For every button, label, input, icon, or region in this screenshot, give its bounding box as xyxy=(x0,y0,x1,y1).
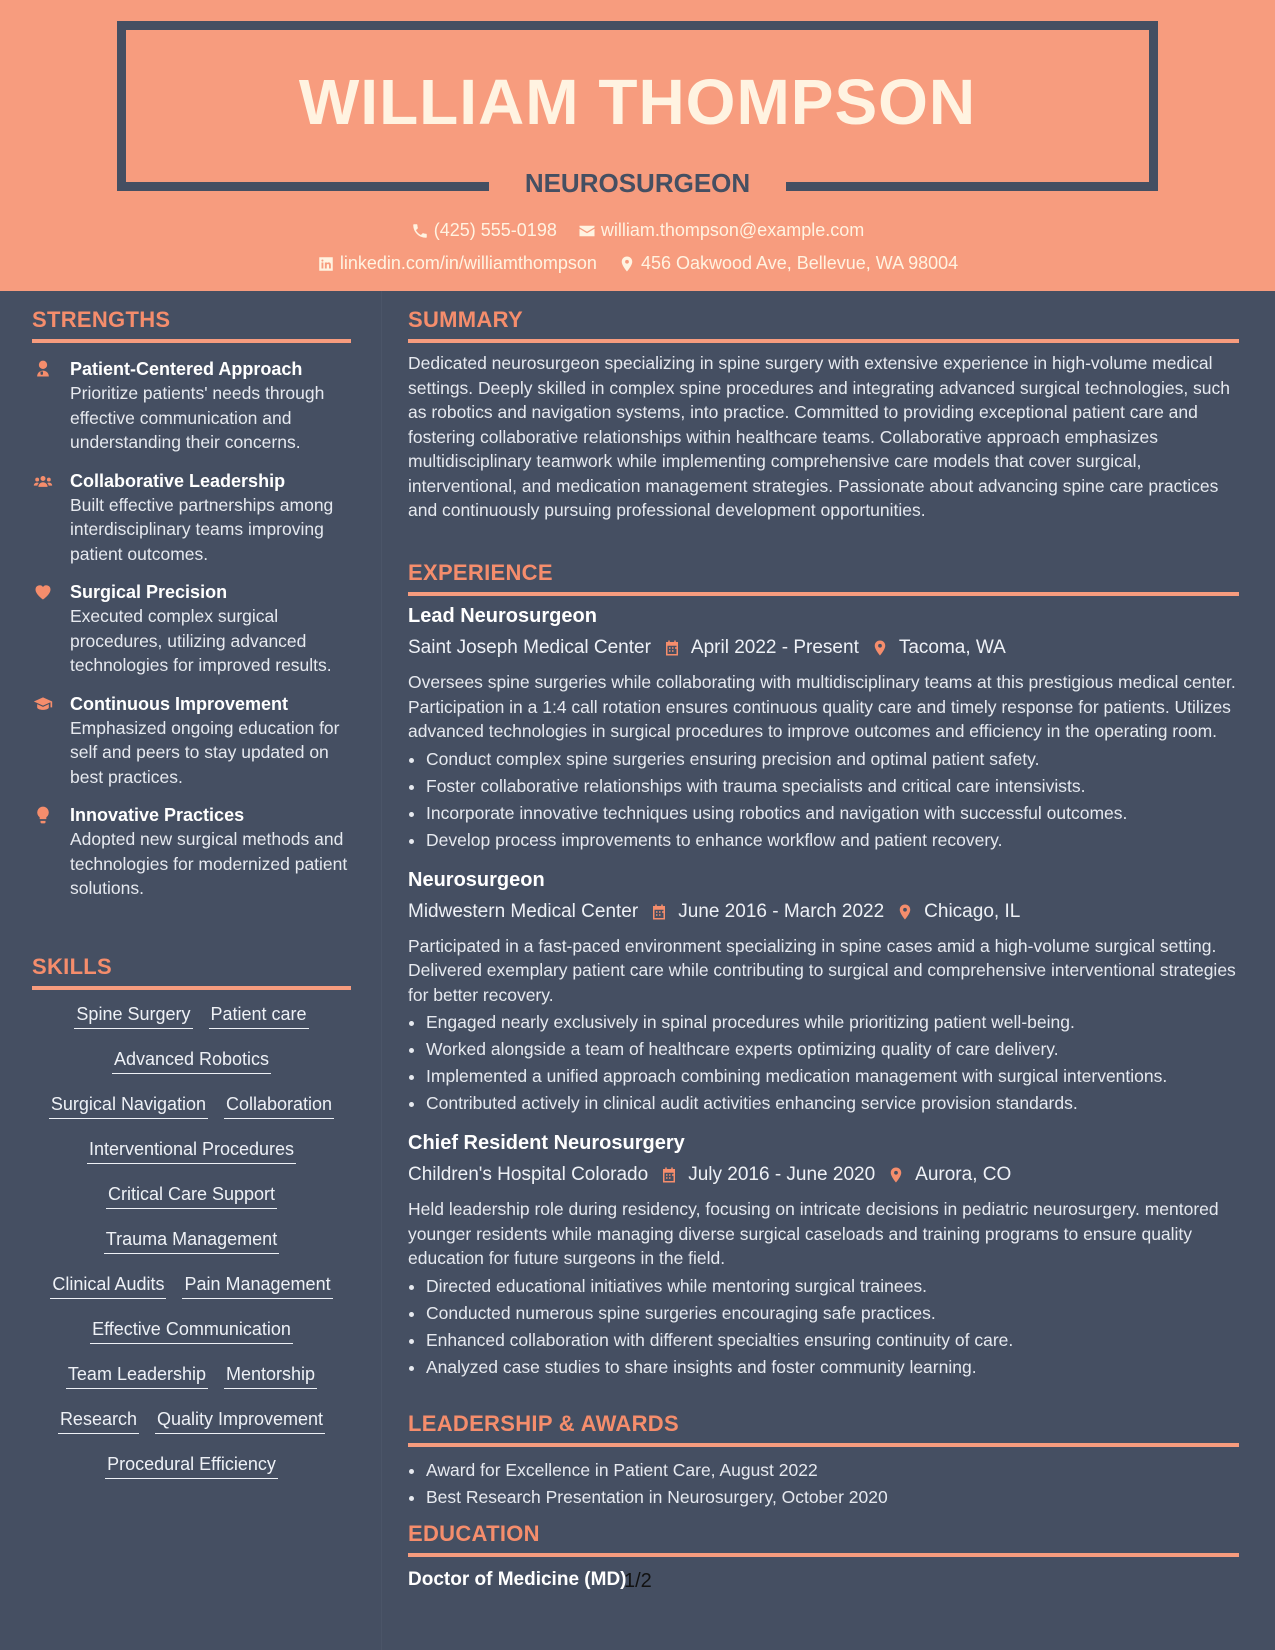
skill-row xyxy=(32,1315,351,1360)
strength-title: Surgical Precision xyxy=(70,582,228,602)
strength-desc: Prioritize patients' needs through effective communication and understanding their concerns. xyxy=(70,383,325,452)
section-rule xyxy=(32,339,351,343)
lightbulb-icon xyxy=(32,805,54,825)
section-rule xyxy=(408,1553,1239,1557)
skill-row xyxy=(32,1090,351,1135)
skill-list xyxy=(32,1000,351,1495)
job-bullets xyxy=(408,746,1239,854)
contact-row-1 xyxy=(0,220,1275,245)
skill-tag: Team Leadership xyxy=(66,1360,208,1389)
strength-desc: Built effective partnerships among interdisciplinary teams improving patient outcomes. xyxy=(70,494,334,564)
job-bullet: • Foster collaborative relationships with trauma specialists and critical care intensivists. xyxy=(426,773,1239,800)
strength-item xyxy=(32,357,351,455)
user-doctor-icon xyxy=(32,359,54,379)
contact-row-2 xyxy=(0,253,1275,278)
email-contact[interactable] xyxy=(578,220,864,241)
strength-title: Innovative Practices xyxy=(70,805,245,825)
candidate-role: NEUROSURGEON xyxy=(524,168,751,198)
summary-title: SUMMARY xyxy=(408,307,523,332)
job-bullet: • Worked alongside a team of healthcare experts optimizing quality of care delivery. xyxy=(426,1036,1239,1063)
skills-title: SKILLS xyxy=(32,954,113,979)
awards-title: LEADERSHIP & AWARDS xyxy=(408,1411,679,1436)
job-meta xyxy=(408,1161,1239,1189)
map-pin-icon xyxy=(618,255,636,273)
envelope-icon xyxy=(578,222,596,240)
job-org: Midwestern Medical Center xyxy=(408,900,639,922)
linkedin-contact[interactable] xyxy=(317,253,597,274)
job-location: Aurora, CO xyxy=(915,1164,1012,1185)
skill-row xyxy=(32,1045,351,1090)
job-bullet: • Analyzed case studies to share insights and foster community learning. xyxy=(426,1354,1239,1381)
linkedin-text: linkedin.com/in/williamthompson xyxy=(339,253,597,273)
strength-desc: Adopted new surgical methods and technologies for modernized patient solutions. xyxy=(70,829,348,898)
strength-item xyxy=(32,580,351,678)
section-rule xyxy=(408,592,1239,596)
phone-text: (425) 555-0198 xyxy=(433,220,557,240)
phone-contact[interactable] xyxy=(411,220,557,241)
skill-tag: Effective Communication xyxy=(90,1315,293,1344)
address-contact xyxy=(618,253,958,274)
job-bullets xyxy=(408,1273,1239,1381)
strength-item xyxy=(32,692,351,790)
job-bullet: • Directed educational initiatives while mentoring surgical trainees. xyxy=(426,1273,1239,1300)
skill-tag: Mentorship xyxy=(224,1360,317,1389)
job-bullets xyxy=(408,1009,1239,1117)
job-bullet: • Develop process improvements to enhance workflow and patient recovery. xyxy=(426,827,1239,854)
experience-title: EXPERIENCE xyxy=(408,560,553,585)
strengths-title: STRENGTHS xyxy=(32,307,171,332)
job-description: Participated in a fast-paced environment specializing in spine cases amid a high-volume surgical setting. Delivered exemplary patient care while contributing to surgical and comprehensive interventional strategies for better recovery. xyxy=(408,935,1236,1005)
strength-title: Patient-Centered Approach xyxy=(70,359,303,379)
job-title: Chief Resident Neurosurgery xyxy=(408,1132,685,1154)
job-location: Tacoma, WA xyxy=(898,637,1006,658)
skill-row xyxy=(32,1000,351,1045)
map-pin-icon xyxy=(896,902,914,922)
section-rule xyxy=(32,986,351,990)
job-entry xyxy=(408,604,1239,854)
skill-tag: Procedural Efficiency xyxy=(105,1450,278,1479)
job-meta xyxy=(408,634,1239,662)
job-dates: April 2022 - Present xyxy=(690,637,859,658)
skill-row xyxy=(32,1405,351,1450)
job-bullet: • Conducted numerous spine surgeries encouraging safe practices. xyxy=(426,1300,1239,1327)
skill-tag: Patient care xyxy=(209,1000,309,1029)
calendar-icon xyxy=(650,902,668,922)
strength-title: Continuous Improvement xyxy=(70,693,289,714)
skill-row xyxy=(32,1360,351,1405)
skill-tag: Trauma Management xyxy=(104,1225,279,1254)
skill-tag: Clinical Audits xyxy=(50,1270,166,1299)
section-rule xyxy=(408,339,1239,343)
summary-text: Dedicated neurosurgeon specializing in spine surgery with extensive experience in high-volume medical settings. Deeply skilled in complex spine procedures and integrating advanced surgical technologies, such as robotics and navigation systems, into practice. Committed to providing exceptional patient care and fostering collaborative relationships within healthcare teams. Collaborative approach emphasizes multidisciplinary teamwork while implementing comprehensive care models that cover surgical, interventional, and medication management strategies. Passionate about advancing spine care practices and continuously pursuing professional development opportunities. xyxy=(408,353,1231,520)
job-org: Children's Hospital Colorado xyxy=(408,1164,649,1185)
skill-tag: Collaboration xyxy=(224,1090,334,1119)
calendar-icon xyxy=(660,1165,678,1185)
job-bullet: • Implemented a unified approach combining medication management with surgical interventions. xyxy=(426,1063,1239,1090)
job-bullet: • Enhanced collaboration with different specialties ensuring continuity of care. xyxy=(426,1327,1239,1354)
graduation-cap-icon xyxy=(32,694,54,714)
awards-list xyxy=(408,1457,1239,1511)
header xyxy=(0,0,1275,291)
job-entry xyxy=(408,1131,1239,1381)
strength-desc: Emphasized ongoing education for self and peers to stay updated on best practices. xyxy=(70,717,340,787)
strength-desc: Executed complex surgical procedures, utilizing advanced technologies for improved results. xyxy=(70,606,332,675)
job-title: Neurosurgeon xyxy=(408,868,545,891)
job-location: Chicago, IL xyxy=(924,900,1021,922)
skill-row xyxy=(32,1180,351,1225)
degree-title: Doctor of Medicine (MD) xyxy=(408,1569,627,1590)
email-text: william.thompson@example.com xyxy=(600,220,865,240)
education-title: EDUCATION xyxy=(408,1521,540,1546)
job-entry xyxy=(408,868,1239,1118)
linkedin-icon xyxy=(317,255,335,273)
left-column xyxy=(0,291,382,1650)
award-item: • Best Research Presentation in Neurosurgery, October 2020 xyxy=(426,1484,1239,1511)
strength-item xyxy=(32,803,351,901)
summary-section xyxy=(408,307,1239,523)
address-text: 456 Oakwood Ave, Bellevue, WA 98004 xyxy=(640,253,959,273)
page-indicator: 1/2 xyxy=(624,1570,652,1592)
skill-tag: Quality Improvement xyxy=(155,1405,325,1434)
skill-row xyxy=(32,1270,351,1315)
skill-tag: Research xyxy=(58,1405,139,1434)
strength-item xyxy=(32,469,351,567)
users-icon xyxy=(32,471,54,491)
skill-tag: Interventional Procedures xyxy=(87,1135,296,1164)
job-description: Oversees spine surgeries while collaborating with multidisciplinary teams at this prestigious medical center. Participation in a 1:4 call rotation ensures continuous quality care and timely response for patients. Utilizes advanced technologies in surgical procedures to improve outcomes and efficiency in the operating room. xyxy=(408,672,1236,741)
skill-tag: Surgical Navigation xyxy=(49,1090,208,1119)
job-dates: July 2016 - June 2020 xyxy=(688,1164,876,1185)
name-frame xyxy=(117,21,1158,191)
skill-tag: Pain Management xyxy=(182,1270,332,1299)
experience-section xyxy=(408,560,1239,1381)
job-bullet: • Engaged nearly exclusively in spinal procedures while prioritizing patient well-being. xyxy=(426,1009,1239,1036)
job-bullet: • Conduct complex spine surgeries ensuring precision and optimal patient safety. xyxy=(426,746,1239,773)
job-org: Saint Joseph Medical Center xyxy=(408,637,651,658)
skill-tag: Advanced Robotics xyxy=(112,1045,271,1074)
skill-row xyxy=(32,1225,351,1270)
section-rule xyxy=(408,1443,1239,1447)
award-item: • Award for Excellence in Patient Care, August 2022 xyxy=(426,1457,1239,1484)
job-description: Held leadership role during residency, focusing on intricate decisions in pediatric neurosurgery. mentored younger residents while managing diverse surgical caseloads and training programs to ensure quality education for future surgeons in the field. xyxy=(408,1199,1219,1268)
heart-icon xyxy=(32,582,54,602)
phone-icon xyxy=(411,222,429,240)
job-dates: June 2016 - March 2022 xyxy=(678,900,885,922)
education-section xyxy=(408,1521,1239,1591)
skill-tag: Spine Surgery xyxy=(74,1000,192,1029)
job-meta xyxy=(408,898,1239,926)
skill-row xyxy=(32,1450,351,1495)
candidate-name: WILLIAM THOMPSON xyxy=(298,66,977,138)
map-pin-icon xyxy=(871,638,889,658)
strength-title: Collaborative Leadership xyxy=(70,470,286,491)
map-pin-icon xyxy=(887,1165,905,1185)
job-bullet: • Incorporate innovative techniques using robotics and navigation with successful outcomes. xyxy=(426,800,1239,827)
strengths-section xyxy=(32,307,351,901)
skill-row xyxy=(32,1135,351,1180)
calendar-icon xyxy=(663,638,681,658)
skills-section xyxy=(32,954,351,1495)
job-title: Lead Neurosurgeon xyxy=(408,605,597,627)
skill-tag: Critical Care Support xyxy=(106,1180,277,1209)
awards-section xyxy=(408,1411,1239,1511)
job-bullet: • Contributed actively in clinical audit activities enhancing service provision standards. xyxy=(426,1090,1239,1117)
